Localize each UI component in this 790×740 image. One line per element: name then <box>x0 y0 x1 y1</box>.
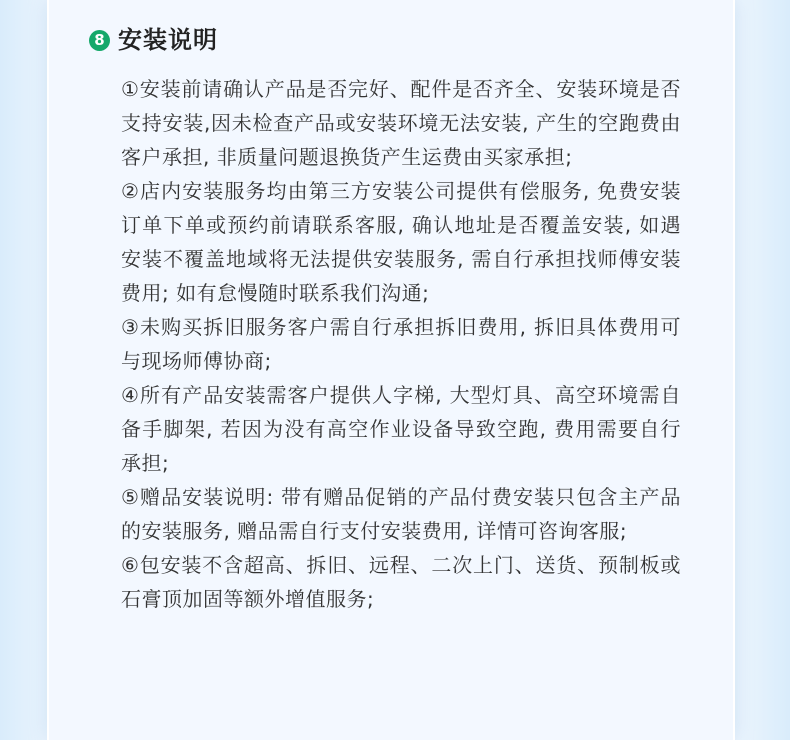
section-title: 安装说明 <box>118 26 218 54</box>
note-item-4: ④所有产品安装需客户提供人字梯, 大型灯具、高空环境需自备手脚架, 若因为没有高空作业设备导致空跑, 费用需要自行承担; <box>121 383 681 475</box>
note-item-1: ①安装前请确认产品是否完好、配件是否齐全、安装环境是否支持安装,因未检查产品或安装环境无法安装, 产生的空跑费由客户承担, 非质量问题退换货产生运费由买家承担; <box>121 77 681 169</box>
note-item-5: ⑤赠品安装说明: 带有赠品促销的产品付费安装只包含主产品的安装服务, 赠品需自行支付安装费用, 详情可咨询客服; <box>121 485 681 543</box>
installation-notes-list <box>121 72 681 616</box>
note-item-3: ③未购买拆旧服务客户需自行承担拆旧费用, 拆旧具体费用可与现场师傅协商; <box>121 315 681 373</box>
note-item-2: ②店内安装服务均由第三方安装公司提供有偿服务, 免费安装订单下单或预约前请联系客服, 确认地址是否覆盖安装, 如遇安装不覆盖地域将无法提供安装服务, 需自行承担找师傅安装费用; 如有怠慢随时联系我们沟通; <box>121 179 681 305</box>
section-heading <box>89 22 218 58</box>
note-item-6: ⑥包安装不含超高、拆旧、远程、二次上门、送货、预制板或石膏顶加固等额外增值服务; <box>121 553 681 611</box>
section-number-badge: 8 <box>89 30 110 51</box>
